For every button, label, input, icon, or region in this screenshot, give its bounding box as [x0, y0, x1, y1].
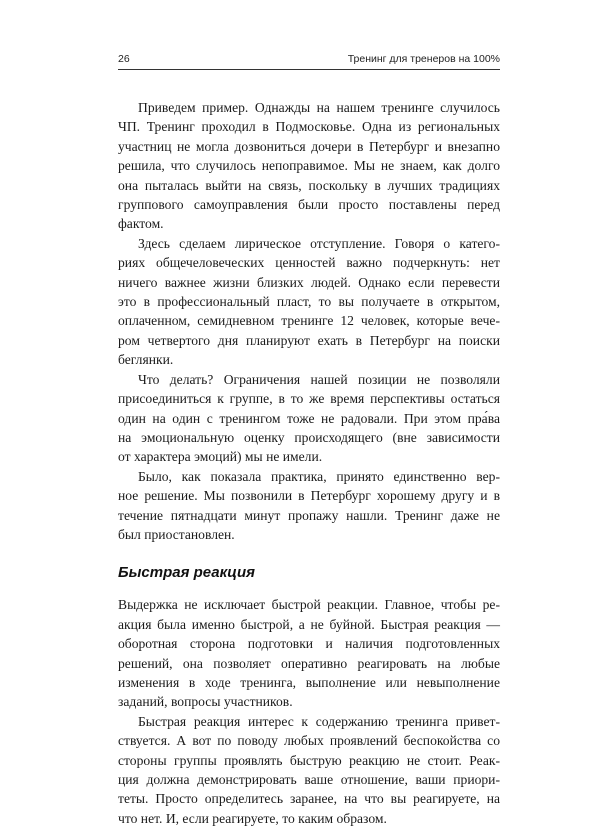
page-number: 26	[118, 53, 130, 65]
text-line: она пыталась выйти на связь, поскольку в лучших традициях	[118, 177, 500, 193]
paragraph	[118, 98, 500, 234]
running-header	[118, 53, 500, 67]
text-line: Что делать? Ограничения нашей позиции не позволяли	[138, 371, 500, 387]
text-line: что нет. И, если реагируете, то каким образом.	[118, 810, 387, 826]
section-heading: Быстрая реакция	[118, 564, 255, 582]
paragraph	[118, 467, 500, 545]
text-line: Быстрая реакция интерес к содержанию тренинга привет-	[138, 713, 500, 729]
text-line: ствуется. А вот по поводу любых проявлений беспокойства со	[118, 733, 500, 749]
text-line: группового самоуправления были просто поставлены перед	[118, 197, 500, 213]
text-line: ром четвертого дня планируют ехать в Петербург на поиски	[118, 332, 500, 348]
text-line: Выдержка не исключает быстрой реакции. Главное, чтобы ре-	[118, 597, 500, 613]
text-line: ничего важнее жизни близких людей. Однако если перевести	[118, 274, 500, 290]
text-line: оплаченном, семидневном тренинге 12 человек, которые вече-	[118, 313, 500, 329]
text-line: один на один с тренингом тоже не радовали. При этом пра́ва	[118, 410, 500, 426]
text-line: присоединиться к группе, в то же время перспективы остаться	[118, 391, 500, 407]
paragraphs-before	[118, 98, 500, 544]
text-line: был приостановлен.	[118, 526, 235, 542]
text-line: на эмоциональную оценку происходящего (вне зависимости	[118, 429, 500, 445]
text-line: Здесь сделаем лирическое отступление. Говоря о катего-	[138, 235, 500, 251]
text-line: участниц не могла дозвониться дочери в Петербург и внезапно	[118, 138, 500, 154]
header-rule	[118, 69, 500, 70]
paragraph	[118, 234, 500, 370]
text-line: заданий, вопросы участников.	[118, 694, 293, 710]
text-line: от характера эмоций) мы не имели.	[118, 449, 323, 465]
paragraph	[118, 595, 500, 711]
text-line: решений, она позволяет оперативно реагировать на любые	[118, 655, 500, 671]
text-line: ция должна демонстрировать ваше отношение, ваши приори-	[118, 772, 500, 787]
text-line: беглянки.	[118, 352, 174, 368]
text-line: Было, как показала практика, принято единственно вер-	[138, 468, 500, 484]
text-line: течение пятнадцати минут пропажу нашли. Тренинг даже не	[118, 507, 500, 523]
paragraph	[118, 370, 500, 467]
text-line: это в профессиональный пласт, то вы получаете в открытом,	[118, 294, 500, 310]
text-line: фактом.	[118, 216, 164, 232]
text-line: оборотная сторона подготовки и наличия подготовленных	[118, 636, 500, 652]
text-line: риях общечеловеческих ценностей важно подчеркнуть: нет	[118, 255, 500, 271]
paragraphs-after	[118, 595, 500, 828]
text-line: теты. Просто определитесь заранее, на что вы реагируете, на	[118, 791, 500, 807]
text-line: ЧП. Тренинг проходил в Подмосковье. Одна из региональных	[118, 119, 500, 135]
text-line: Приведем пример. Однажды на нашем тренинге случилось	[138, 100, 500, 115]
text-line: стороны группы проявлять быструю реакцию не стоит. Реак-	[118, 752, 500, 768]
text-line: акция была именно быстрой, а не буйной. Быстрая реакция —	[118, 616, 500, 632]
text-line: решила, что случилось непоправимое. Мы не знаем, как долго	[118, 158, 500, 174]
text-line: изменения в ходе тренинга, выполнение или невыполнение	[118, 674, 500, 690]
paragraph	[118, 712, 500, 828]
running-title: Тренинг для тренеров на 100%	[347, 53, 500, 65]
page-body	[118, 98, 500, 828]
text-line: ное решение. Мы позвонили в Петербург хорошему другу и в	[118, 488, 500, 504]
